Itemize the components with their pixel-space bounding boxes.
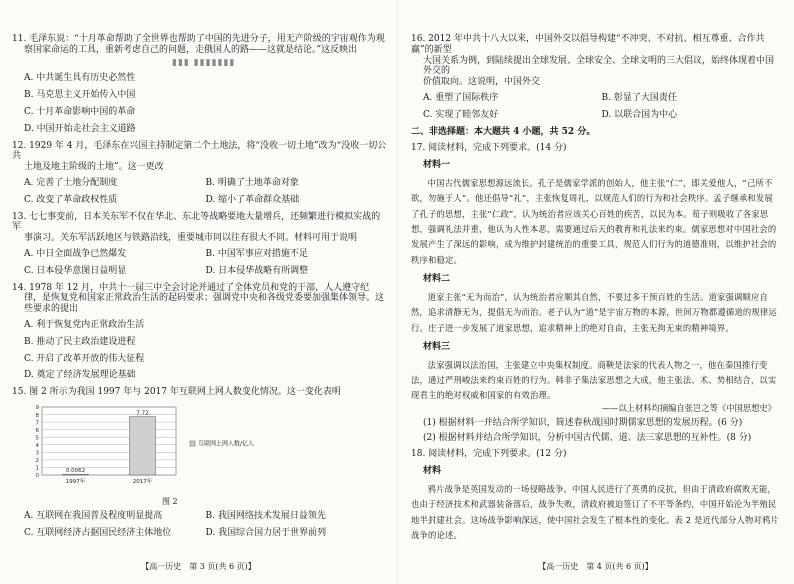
options-row	[24, 528, 387, 539]
options-row	[24, 249, 387, 260]
faded-text: ▮▮▮ ▮▮▮▮▮▮▮	[172, 57, 236, 68]
question-18	[411, 449, 780, 543]
option-c: C. 日本侵华意图日益明显	[24, 265, 127, 276]
option-a: A. 完善了土地分配制度	[24, 177, 118, 188]
chart-container	[26, 403, 387, 493]
options-row	[24, 511, 387, 522]
legend-swatch	[190, 441, 195, 446]
option-d: D. 日本侵华战略有所调整	[205, 265, 309, 276]
question-16	[411, 34, 780, 121]
options-row	[24, 178, 387, 189]
question-15	[12, 387, 387, 539]
option-c: C. 改变了革命政权性质	[24, 194, 118, 205]
legend-label: 互联网上网人数/亿人	[198, 440, 255, 448]
y-tick-label: 8	[35, 412, 39, 419]
options-row	[423, 93, 780, 104]
material-2-text: 道家主张“无为而治”，认为统治者应顺其自然，不要过多干预百姓的生活。道家强调顺应自然，追求清静无为，提倡无为而治。老子认为“道”是宇宙万物的本源，世间万物都遵循道的规律运行。庄子进一步发展了道家思想，追求精神上的绝对自由，主张无拘无束的精神境界。	[411, 291, 777, 333]
question-17-stem: 17. 阅读材料，完成下列要求。(14 分)	[411, 143, 567, 154]
question-12-stem: 12. 1929 年 4 月，毛泽东在兴国主持制定第二个土地法，将“没收一切土地”改为“没收一切公共 土地及地主阶级的土地”。这一更改	[12, 140, 387, 173]
y-tick-label: 3	[35, 450, 39, 457]
question-15-stem: 15. 图 2 所示为我国 1997 年与 2017 年互联网上网人数变化情况。这一变化表明	[12, 387, 341, 398]
question-12	[12, 141, 387, 206]
plot-area	[42, 407, 176, 475]
option-b: B. 我国网络技术发展日益领先	[205, 511, 326, 522]
x-tick-label: 1997年	[65, 478, 86, 485]
question-11-stem: 11. 毛泽东说：“十月革命帮助了全世界也帮助了中国的先进分子，用无产阶级的宇宙观作为观 察国家命运的工具，重新考虑自己的问题，走俄国人的路——这就是结论。”这反映出 ▮▮▮ ▮▮▮▮▮▮▮	[12, 34, 387, 68]
option-b: B. 中国军事应对措施不足	[205, 248, 308, 259]
options-row	[24, 195, 387, 206]
question-14-stem: 14. 1978 年 12 月，中共十一届三中全会讨论并通过了全体党员和党的干部，人人遵守纪 律，是恢复党和国家正常政治生活的起码要求；强调党中央和各级党委要加强集体领导。这 些要求的提出	[12, 282, 385, 315]
figure-caption: 图 2	[162, 496, 178, 506]
page-footer: 【高一历史 第 3 页(共 6 页)】	[141, 562, 256, 572]
option-d: D. 我国综合国力居于世界前列	[205, 528, 327, 539]
y-tick-label: 9	[35, 405, 39, 412]
option-b: B. 明确了土地革命对象	[205, 177, 299, 188]
question-11	[12, 34, 387, 135]
option-a: A. 中日全面战争已然爆发	[24, 248, 127, 259]
y-tick-label: 4	[35, 442, 39, 449]
option-b: B. 彰显了大国责任	[601, 92, 677, 103]
question-13	[12, 212, 387, 277]
y-tick-label: 5	[35, 435, 39, 442]
option-b: B. 推动了民主政治建设进程	[24, 336, 136, 347]
material-source: ——以上材料均摘编自张岂之等《中国思想史》	[601, 402, 776, 413]
data-label: 7.72	[136, 410, 149, 417]
material-1-title: 材料一	[423, 160, 451, 171]
page-right	[397, 0, 794, 584]
y-tick-label: 2	[35, 458, 39, 465]
material-3-title: 材料三	[423, 341, 451, 352]
option-d: D. 以联合国为中心	[601, 109, 678, 120]
x-tick-label: 2017年	[132, 478, 153, 485]
material-3-text: 法家强调以法治国，主张建立中央集权制度。商鞅是法家的代表人物之一，他在秦国推行变法，通过严刑峻法来约束百姓的行为。韩非子集法家思想之大成，他主张法、术、势相结合，以实现君主的绝对权威和国家的有效治理。	[411, 359, 777, 401]
option-d: D. 中国开始走社会主义道路	[24, 123, 136, 134]
option-a: A. 中共诞生具有历史必然性	[24, 73, 136, 84]
option-c: C. 互联网经济占据国民经济主体地位	[24, 528, 172, 539]
section-heading: 二、非选择题：本大题共 4 小题，共 52 分。	[411, 126, 596, 137]
option-a: A. 重塑了国际秩序	[423, 92, 499, 103]
option-d: D. 奠定了经济发展理论基础	[24, 370, 136, 381]
data-label: 0.0062	[65, 468, 86, 475]
question-16-stem: 16. 2012 年中共十八大以来，中国外交以倡导构建“不冲突、不对抗、相互尊重、合作共赢”的新型 大国关系为例，到陆续提出全球发展、全球安全、全球文明的三大倡议，始终体现着中国外交的 价值取向。这说明，中国外交	[411, 34, 775, 88]
bar-chart	[26, 403, 286, 489]
option-a: A. 互联网在我国普及程度明显提高	[24, 511, 163, 522]
material-2-title: 材料二	[423, 274, 451, 285]
option-c: C. 开启了改革开放的伟大征程	[24, 353, 145, 364]
page-footer: 【高一历史 第 4 页(共 6 页)】	[538, 562, 653, 572]
question-14	[12, 283, 387, 382]
sub-question-1: (1) 根据材料一并结合所学知识，简述春秋战国时期儒家思想的发展历程。(6 分)	[423, 417, 743, 428]
y-tick-label: 0	[35, 473, 39, 480]
bar	[130, 417, 156, 475]
question-17	[411, 143, 780, 444]
y-tick-label: 6	[35, 427, 39, 434]
options-row	[423, 110, 780, 121]
option-a: A. 利于恢复党内正常政治生活	[24, 319, 145, 330]
sub-question-2: (2) 根据材料并结合所学知识，分析中国古代儒、道、法三家思想的互补性。(8 分)	[423, 433, 752, 444]
y-tick-label: 1	[35, 465, 39, 472]
option-c: C. 十月革命影响中国的革命	[24, 106, 136, 117]
option-c: C. 实现了睦邻友好	[423, 109, 499, 120]
question-13-stem: 13. 七七事变前，日本关东军不仅在华北、东北等战略要地大量增兵，还频繁进行模拟实战的军 事演习。关东军活跃地区与铁路沿线，重要城市同以往有很大不同。材料可用于说明	[12, 211, 381, 244]
material-title: 材料	[423, 466, 442, 477]
bar	[63, 474, 89, 475]
options-row	[24, 266, 387, 277]
option-b: B. 马克思主义开始传入中国	[24, 90, 136, 101]
question-18-stem: 18. 阅读材料，完成下列要求。(12 分)	[411, 449, 567, 460]
y-tick-label: 7	[35, 420, 39, 427]
option-d: D. 缩小了革命群众基础	[205, 194, 300, 205]
material-1-text: 中国古代儒家思想源远流长。孔子是儒家学派的创始人，他主张“仁”，即关爱他人，“己所不欲，勿施于人”。他还倡导“礼”，主张恢复周礼，以规范人们的行为和社会秩序。孟子继承和发展了孔子的思想，主张“仁政”，认为统治者应该关心百姓的疾苦，以民为本。荀子则吸收了各家思想，强调礼法并重，他认为人性本恶，需要通过后天的教育和礼法来约束。儒家思想对中国社会的发展产生了深远的影响，成为维护封建统治的重要工具，规范人们行为的道德准则，以维护社会的秩序和稳定。	[411, 177, 777, 265]
material-text: 鸦片战争是英国发动的一场侵略战争。中国人民进行了英勇的反抗，但由于清政府腐败无能，也由于经济技术和武器装备落后，战争失败，清政府被迫签订了不平等条约，中国开始沦为半殖民地半封建社会。这场战争影响深远，使中国社会发生了根本性的变化。表 2 是近代部分人物对鸦片战争的论述。	[411, 483, 780, 540]
